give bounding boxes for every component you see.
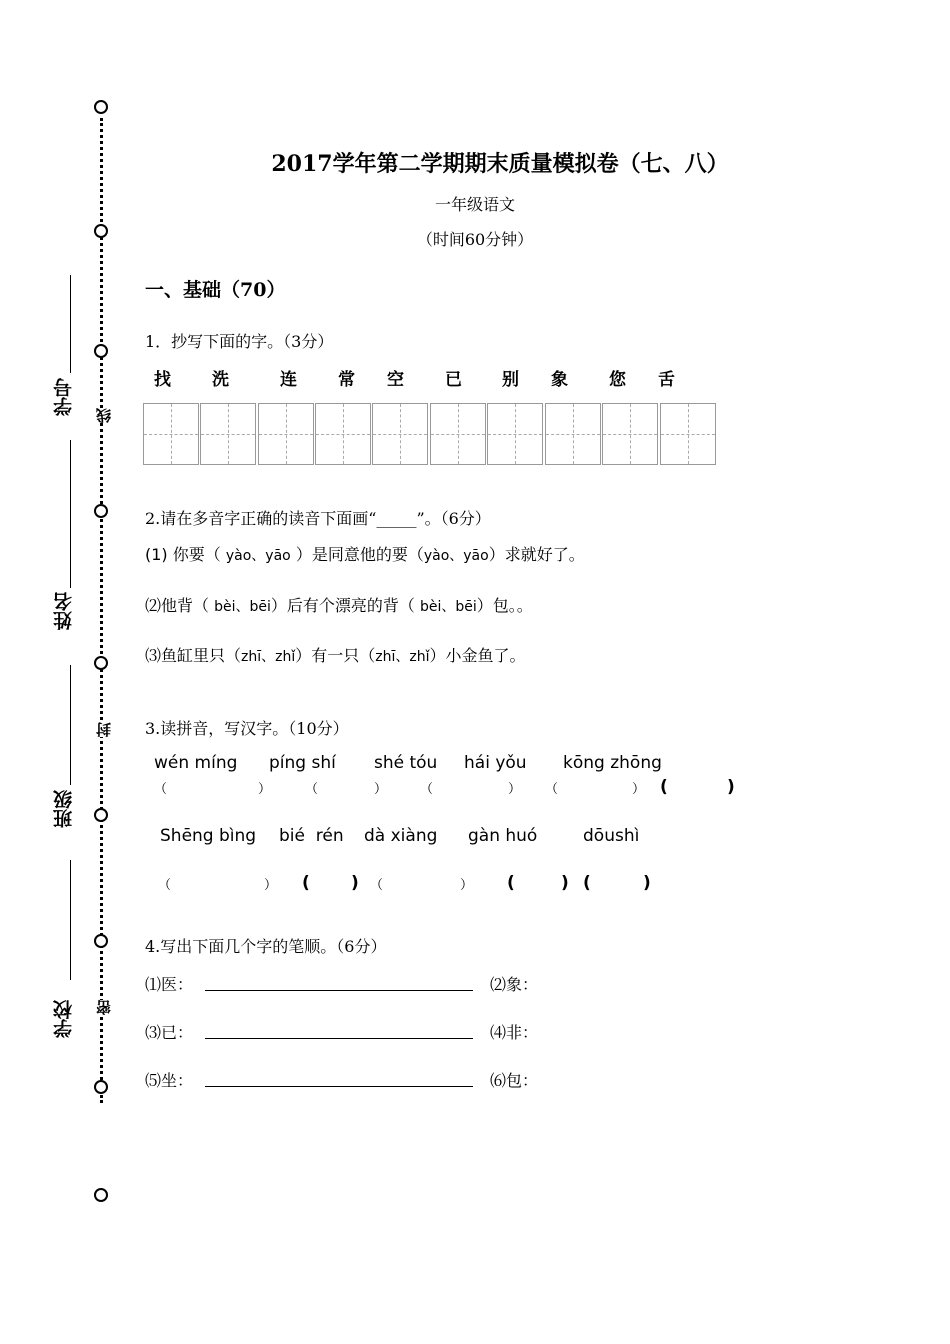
- pinyin-word: dà xiàng: [364, 826, 438, 846]
- binding-dotted-line: [100, 118, 103, 1103]
- section-heading: 一、基础（70）: [145, 279, 286, 301]
- pinyin-word: hái yǒu: [464, 753, 527, 773]
- stroke-order-label: ⑸坐：: [145, 1071, 194, 1090]
- writing-grid-box[interactable]: [258, 403, 314, 465]
- answer-paren-left: (: [302, 873, 310, 893]
- copy-char: 别: [502, 370, 519, 390]
- binding-hole: [94, 1080, 108, 1094]
- exam-subject: 一年级语文: [434, 195, 515, 214]
- writing-grid-box[interactable]: [200, 403, 256, 465]
- sentence-part: ）包。。: [476, 596, 533, 615]
- answer-paren-left: (: [660, 777, 668, 797]
- binding-hole: [94, 808, 108, 822]
- answer-slot[interactable]: [436, 780, 506, 796]
- sentence-part: 他背（: [161, 596, 210, 615]
- answer-slot[interactable]: [595, 876, 640, 892]
- answer-paren-right: ）: [374, 782, 388, 797]
- copy-char: 连: [280, 370, 297, 390]
- q2-item-3: [145, 643, 526, 666]
- pinyin-choice[interactable]: yào、yāo: [423, 548, 489, 564]
- answer-paren-right: ）: [264, 878, 278, 893]
- answer-paren-left: （: [420, 782, 434, 797]
- stroke-order-answer-line[interactable]: [205, 1086, 473, 1087]
- pinyin-word: wén míng: [154, 753, 238, 773]
- answer-slot[interactable]: [386, 876, 458, 892]
- answer-paren-right: ）: [460, 878, 474, 893]
- answer-paren-right: ): [561, 873, 569, 893]
- sentence-part: ）后有个漂亮的背（: [270, 596, 415, 615]
- pinyin-choice[interactable]: yào、yāo: [225, 548, 291, 564]
- writing-grid-box[interactable]: [487, 403, 543, 465]
- label-student-number: 学号: [53, 378, 75, 416]
- answer-paren-right: ）: [508, 782, 522, 797]
- answer-paren-left: （: [154, 782, 168, 797]
- pinyin-choice[interactable]: bèi、bēi: [420, 599, 477, 615]
- binding-hole: [94, 504, 108, 518]
- question-3-title: 3.读拼音，写汉字。（10分）: [145, 719, 349, 738]
- item-number: (1): [145, 545, 168, 564]
- stroke-order-label: ⑵象：: [490, 975, 539, 994]
- school-line[interactable]: [70, 860, 71, 980]
- pinyin-choice[interactable]: zhī、zhǐ: [241, 649, 296, 665]
- answer-paren-left: （: [545, 782, 559, 797]
- sentence-part: ）小金鱼了。: [429, 646, 526, 665]
- answer-paren-right: ): [351, 873, 359, 893]
- question-4-title: 4.写出下面几个字的笔顺。（6分）: [145, 937, 387, 956]
- copy-char: 常: [338, 370, 355, 390]
- answer-slot[interactable]: [322, 780, 372, 796]
- answer-paren-right: ): [727, 777, 735, 797]
- exam-time: （时间60分钟）: [416, 230, 534, 249]
- sentence-part: ）求就好了。: [488, 545, 585, 564]
- seal-char-feng: 封: [95, 722, 113, 737]
- answer-slot[interactable]: [314, 876, 349, 892]
- pinyin-word: píng shí: [269, 753, 336, 773]
- stroke-order-answer-line[interactable]: [205, 1038, 473, 1039]
- copy-char: 舌: [658, 370, 675, 390]
- seal-char-mi: 密: [95, 1000, 113, 1015]
- stroke-order-answer-line[interactable]: [205, 990, 473, 991]
- copy-char: 找: [154, 370, 171, 390]
- sentence-part: ）是同意他的要（: [295, 545, 424, 564]
- writing-grid-box[interactable]: [372, 403, 428, 465]
- answer-slot[interactable]: [170, 780, 255, 796]
- stroke-order-label: ⑷非：: [490, 1023, 539, 1042]
- pinyin-word: gàn huó: [468, 826, 538, 846]
- answer-paren-right: ）: [258, 782, 272, 797]
- student-number-line[interactable]: [70, 275, 71, 373]
- answer-paren-right: ): [643, 873, 651, 893]
- sentence-part: 鱼缸里只（: [161, 646, 242, 665]
- pinyin-word: kōng zhōng: [563, 753, 662, 773]
- pinyin-word: shé tóu: [374, 753, 438, 773]
- label-school: 学校: [53, 1000, 75, 1038]
- answer-paren-left: (: [507, 873, 515, 893]
- label-class: 班级: [53, 790, 75, 828]
- copy-char: 已: [445, 370, 462, 390]
- binding-hole: [94, 656, 108, 670]
- answer-paren-left: （: [158, 878, 172, 893]
- question-1-title: 1．抄写下面的字。（3分）: [145, 332, 334, 351]
- answer-paren-right: ）: [632, 782, 646, 797]
- binding-hole: [94, 934, 108, 948]
- pinyin-choice[interactable]: bèi、bēi: [214, 599, 271, 615]
- item-number: ⑶: [145, 646, 162, 665]
- answer-slot[interactable]: [672, 780, 722, 796]
- answer-paren-left: （: [370, 878, 384, 893]
- sentence-part: 你要（: [172, 545, 221, 564]
- item-number: ⑵: [145, 596, 162, 615]
- copy-char: 象: [551, 370, 568, 390]
- sentence-part: ）有一只（: [295, 646, 376, 665]
- stroke-order-label: ⑹包：: [490, 1071, 539, 1090]
- stroke-order-label: ⑴医：: [145, 975, 194, 994]
- exam-title: 2017学年第二学期期末质量模拟卷（七、八）: [271, 151, 729, 177]
- binding-hole: [94, 100, 108, 114]
- answer-paren-left: （: [305, 782, 319, 797]
- writing-grid-box[interactable]: [660, 403, 716, 465]
- writing-grid-box[interactable]: [545, 403, 601, 465]
- answer-paren-left: (: [583, 873, 591, 893]
- writing-grid-box[interactable]: [315, 403, 371, 465]
- pinyin-word: dōushì: [583, 826, 640, 846]
- copy-char: 洗: [212, 370, 229, 390]
- answer-slot[interactable]: [562, 780, 630, 796]
- name-line[interactable]: [70, 440, 71, 588]
- pinyin-word: bié rén: [279, 826, 344, 846]
- class-line[interactable]: [70, 665, 71, 785]
- pinyin-word: Shēng bìng: [160, 826, 257, 846]
- label-name: 姓名: [53, 592, 75, 630]
- seal-char-xian: 线: [95, 408, 113, 423]
- binding-hole: [94, 1188, 108, 1202]
- stroke-order-label: ⑶已：: [145, 1023, 194, 1042]
- answer-slot[interactable]: [175, 876, 263, 892]
- writing-grid-box[interactable]: [602, 403, 658, 465]
- answer-slot[interactable]: [519, 876, 559, 892]
- binding-hole: [94, 344, 108, 358]
- writing-grid-box[interactable]: [143, 403, 199, 465]
- writing-grid-box[interactable]: [430, 403, 486, 465]
- copy-char: 空: [387, 370, 404, 390]
- copy-char: 您: [609, 370, 626, 390]
- pinyin-choice[interactable]: zhī、zhǐ: [375, 649, 430, 665]
- q2-item-1: [145, 542, 585, 565]
- q2-item-2: [145, 593, 533, 616]
- question-2-title: 2.请在多音字正确的读音下面画“_____”。（6分）: [145, 509, 491, 528]
